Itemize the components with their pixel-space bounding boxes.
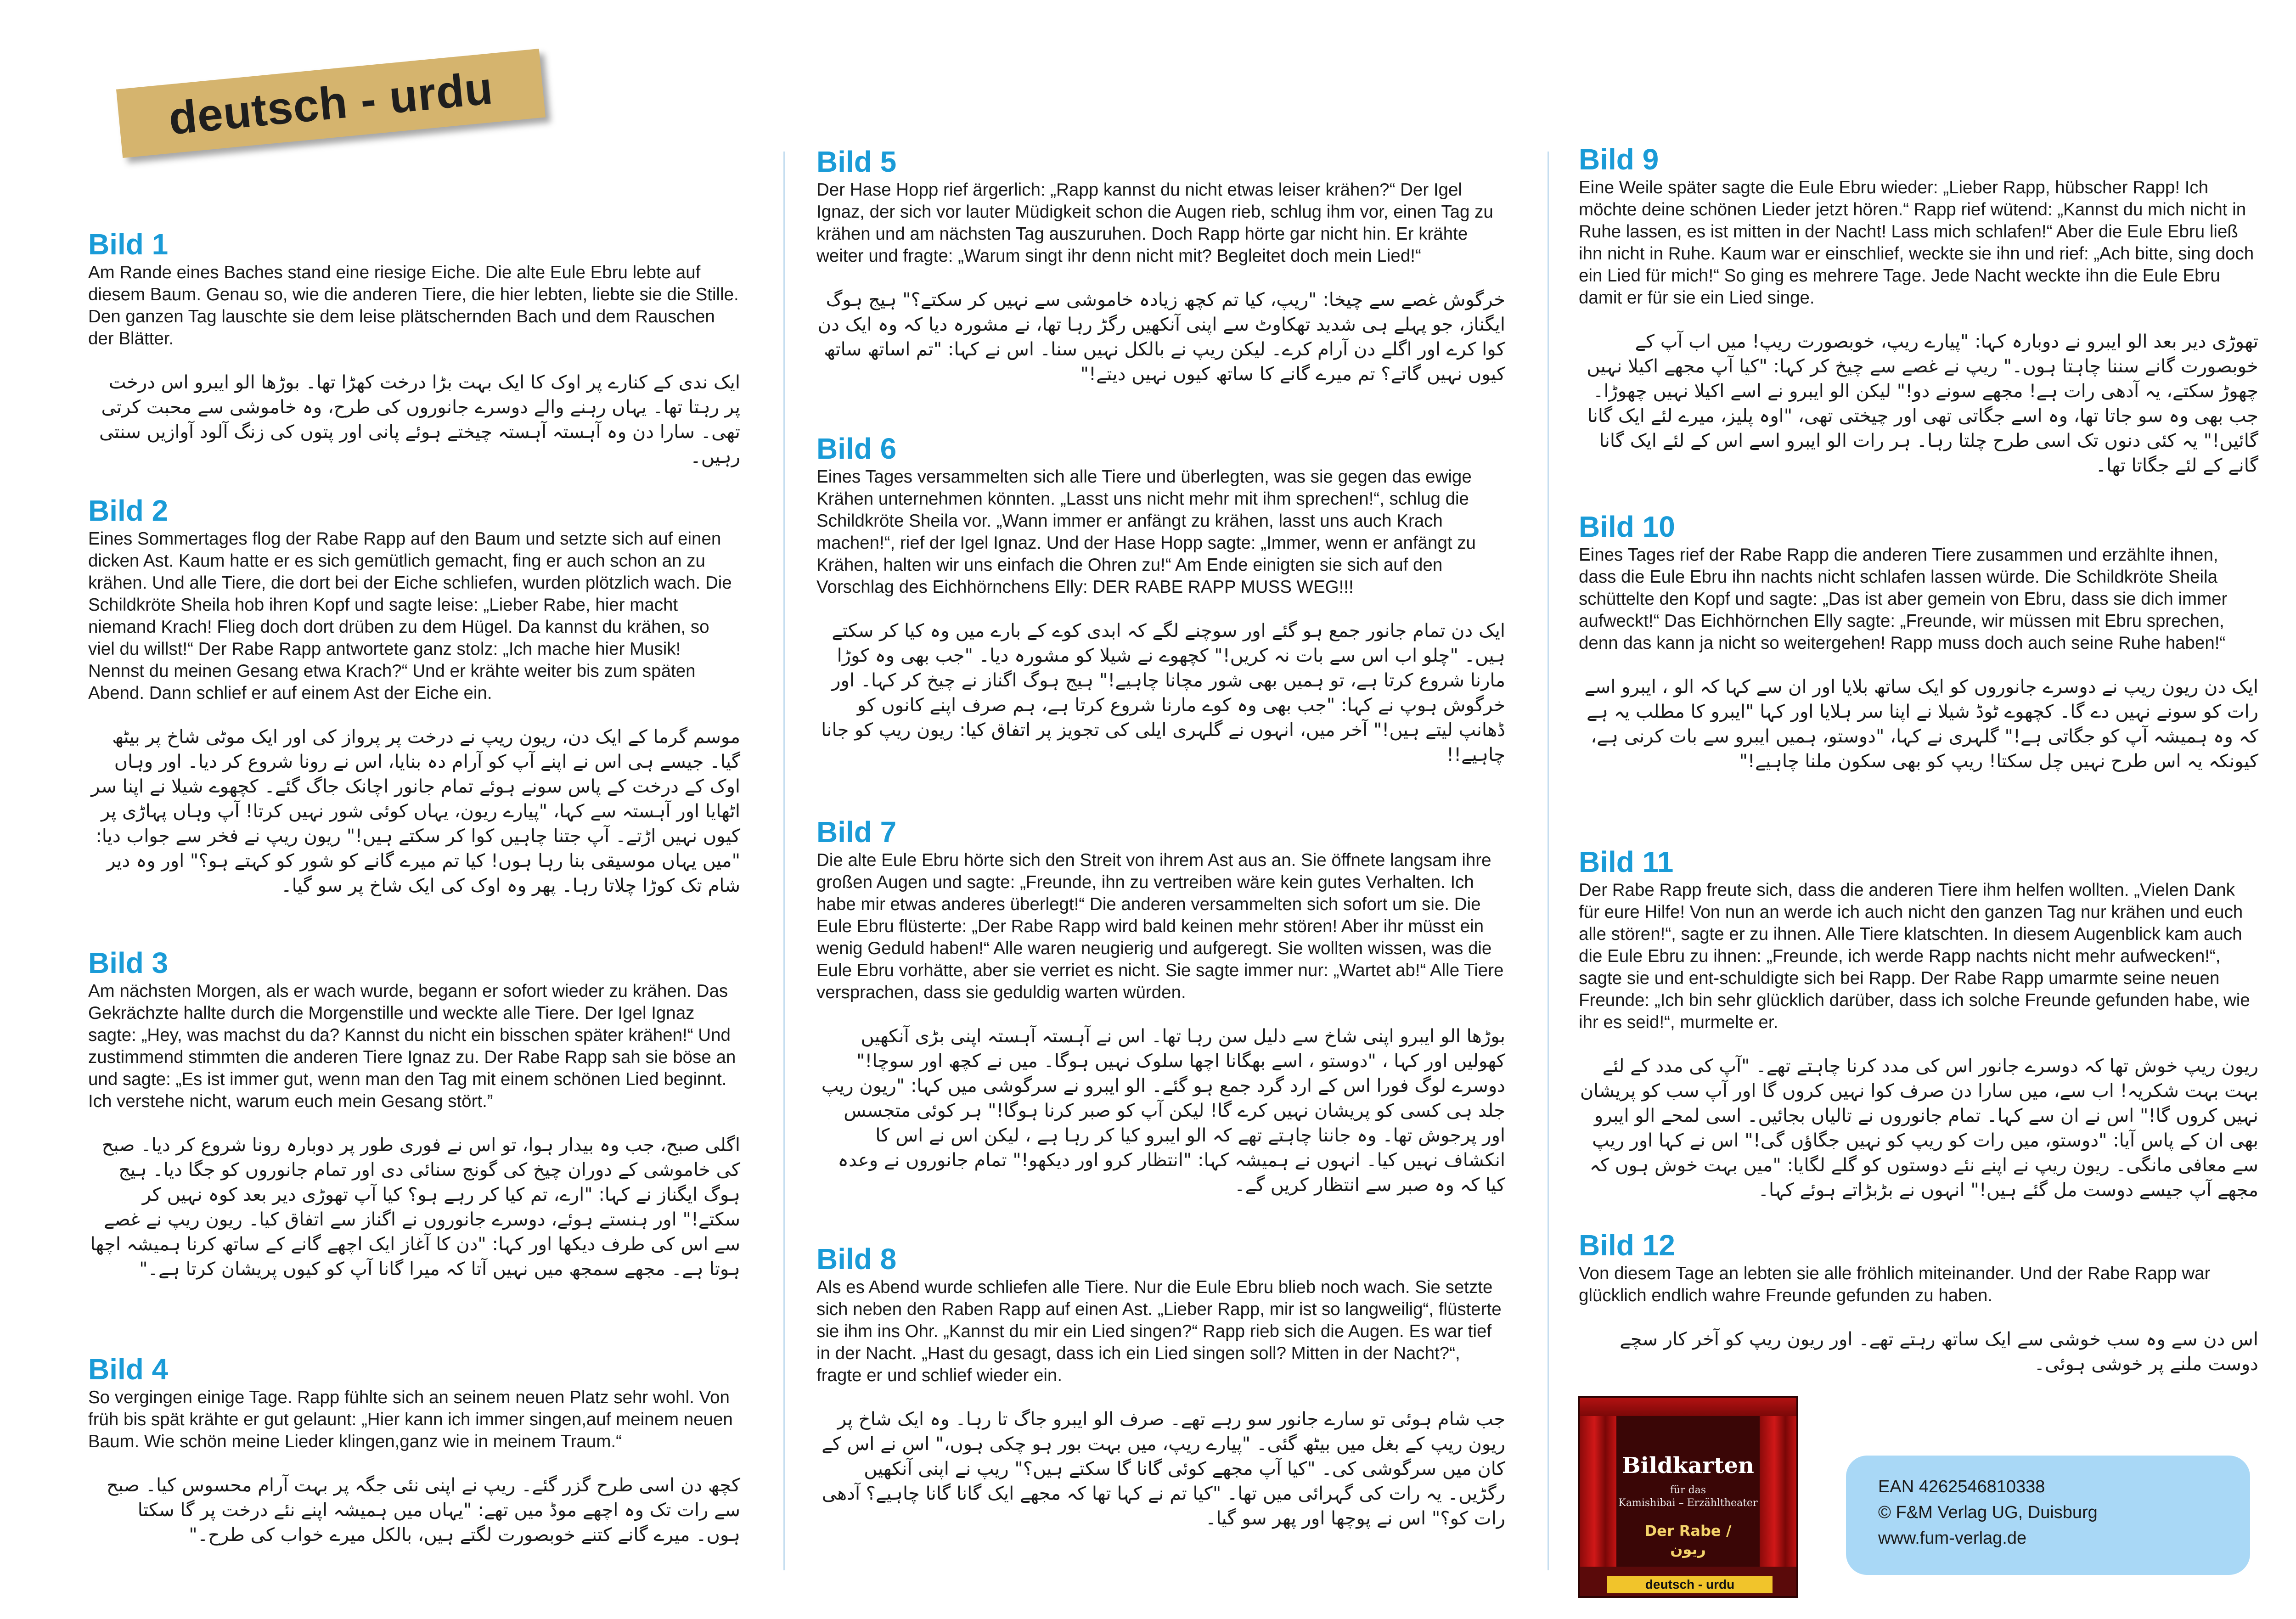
bild-title: Bild 7 bbox=[816, 815, 897, 849]
bild-section bbox=[1579, 512, 2258, 774]
german-text: Der Hase Hopp rief ärgerlich: „Rapp kannst du nicht etwas leiser krähen?“ Der Igel Ignaz, der sich vor lauter Müdigkeit schon die Augen rieb, schlug ihm vor, einen Tag zu krähen und am nächsten Tag auszuruhen. Doch Rapp hörte gar nicht hin. Er krähte weiter und fragte: „Warum singt ihr denn nicht mit? Begleitet doch mein Lied!“ bbox=[816, 180, 1493, 266]
german-text: Eine Weile später sagte die Eule Ebru wieder: „Lieber Rapp, hübscher Rapp! Ich möchte deine schönen Lieder jetzt hören.“ Rapp rief wütend: „Kannst du mich nicht in Ruhe lassen, es ist mitten in der Nacht! Lass mich schlafen!“ Aber die Eule Ebru ließ ihn nicht in Ruhe. Kaum war er einschlief, weckte sie ihn und rief: „Ach bitte, sing doch ein Lied für mich!“ So ging es mehrere Tage. Jede Nacht weckte ihn die Eule Ebru damit er für sie ein Lied singe. bbox=[1579, 178, 2254, 308]
german-text: Eines Tages rief der Rabe Rapp die anderen Tiere zusammen und erzählte ihnen, dass die Eule Ebru ihn nachts nicht schlafen lassen würde. Die Schildkröte Sheila schüttelte den Kopf und sagte: „Das ist aber gemein von Ebru, dass sie dich immer aufweckt!“ Das Eichhörnchen Elly sagte: „Freunde, wir müssen mit Ebru sprechen, denn das kann ja nicht so weitergehen! Rapp muss doch auch seine Ruhe haben!“ bbox=[1579, 545, 2228, 653]
urdu-text: خرگوش غصے سے چیخا: "ریپ، کیا تم کچھ زیادہ خاموشی سے نہیں کر سکتے؟" ہیج ہوگ ایگناز، جو پہلے ہی شدید تھکاوٹ سے اپنی آنکھیں رگڑ رہا تھا، نے مشورہ دیا کہ وہ ایک دن کوا کرے اور اگلے دن آرام کرے۔ لیکن ریپ نے بالکل نہیں سنا۔ اس نے کہا: "تم اساتھ ساتھ کیوں نہیں گاتے؟ تم میرے گانے کا ساتھ کیوں نہیں دیتے!" bbox=[817, 289, 1505, 385]
bild-section bbox=[88, 948, 740, 1282]
ean-text: EAN 4262546810338 bbox=[1878, 1477, 2045, 1496]
urdu-text: کچھ دن اسی طرح گزر گئے۔ ریپ نے اپنی نئی جگہ پر بہت آرام محسوس کیا۔ صبح سے رات تک وہ اچھے موڈ میں تھے: "یہاں میں ہمیشہ اپنے نئے درخت پر گا سکتا ہوں۔ میرے گانے کتنے خوبصورت لگتے ہیں، بالکل میرے خواب کی طرح۔" bbox=[107, 1475, 740, 1546]
column-divider-left bbox=[783, 152, 785, 1570]
bild-section bbox=[816, 817, 1505, 1197]
language-tag bbox=[116, 49, 546, 158]
card-story-de: Der Rabe / bbox=[1644, 1522, 1732, 1540]
urdu-text: ایک ندی کے کنارے پر اوک کا ایک بہت بڑا درخت کھڑا تھا۔ بوڑھا الو ایبرو اس درخت پر رہتا تھا۔ یہاں رہنے والے دوسرے جانوروں کی طرح، وہ خاموشی سے محبت کرتی تھی۔ سارا دن وہ آہستہ آہستہ چیختے ہوئے پانی اور پتوں کی زنگ آلود آوازیں سنتی رہیں۔ bbox=[99, 372, 740, 467]
publisher-text: © F&M Verlag UG, Duisburg bbox=[1878, 1503, 2098, 1522]
bild-title: Bild 6 bbox=[816, 432, 897, 465]
card-story-ur: ریون bbox=[1670, 1540, 1706, 1558]
german-text: Am nächsten Morgen, als er wach wurde, begann er sofort wieder zu krähen. Das Gekrächzte hallte durch die Morgenstille und weckte alle Tiere. Der Igel Ignaz sagte: „Hey, was machst du da? Kannst du nicht ein bisschen später krähen!“ Und zustimmend stimmten die anderen Tiere Ignaz zu. Der Rabe Rapp sah sie böse an und sagte: „Es ist immer gut, wenn man den Tag mit einem schönen Lied beginnt. Ich verstehe nicht, warum euch mein Gesang stört.” bbox=[88, 981, 736, 1111]
german-text: Eines Sommertages flog der Rabe Rapp auf den Baum und setzte sich auf einen dicken Ast. Kaum hatte er es sich gemütlich gemacht, fing er auch schon an zu krähen. Und alle Tiere, die dort bei der Eiche schliefen, wurden plötzlich wach. Die Schildkröte Sheila hob ihren Kopf und sagte leise: „Lieber Rabe, hier macht niemand Krach! Flieg doch dort drüben zu dem Hügel. Da kannst du krähen, so viel du willst!“ Der Rabe Rapp antwortete ganz stolz: „Ich mache hier Musik! Nennst du meinen Gesang etwa Krach?“ Und er krähte weiter bis zum späten Abend. Dann schlief er auf einem Ast der Eiche ein. bbox=[88, 529, 732, 703]
bild-section bbox=[816, 1244, 1505, 1531]
bild-section bbox=[816, 147, 1505, 387]
bild-title: Bild 12 bbox=[1579, 1229, 1675, 1262]
column-divider-right bbox=[1548, 152, 1549, 1570]
urdu-text: اس دن سے وہ سب خوشی سے ایک ساتھ رہتے تھے۔ اور ریون ریپ کو آخر کار سچے دوست ملنے پر خوشی ہوئی۔ bbox=[1620, 1329, 2258, 1375]
urdu-text: جب شام ہوئی تو سارے جانور سو رہے تھے۔ صرف الو ایبرو جاگ تا رہا۔ وہ ایک شاخ پر ریون ریپ کے بغل میں بیٹھ گئی۔ "پیارے ریپ، میں بہت بور ہو چکی ہوں،" اس نے اس کے کان میں سرگوشی کی۔ "کیا آپ مجھے کوئی گانا گا سکتے ہیں؟" ریپ نے اپنی آنکھیں رگڑیں۔ یہ رات کی گہرائی میں تھا۔ "کیا تم نے کہا تھا کہ مجھے ایک گانا گانا چاہیے؟ آدھی رات کو؟" اس نے پوچھا اور پھر سو گیا۔ bbox=[822, 1409, 1505, 1529]
urdu-text: تھوڑی دیر بعد الو ایبرو نے دوبارہ کہا: "پیارے ریپ، خوبصورت ریپ! میں اب آپ کے خوبصورت گانے سننا چاہتا ہوں۔" ریپ نے غصے سے چیخ کر کہا: "کیا آپ مجھے اکیلا نہیں چھوڑ سکتے، یہ آدھی رات ہے! مجھے سونے دو!" لیکن الو ایبرو نے اسے اکیلا نہیں چھوڑا۔ جب بھی وہ سو جاتا تھا، وہ اسے جگاتی تھی اور چیختی تھی، "اوہ پلیز، میرے لئے ایک گانا گائیں!" یہ کئی دنوں تک اسی طرح چلتا رہا۔ ہر رات الو ایبرو اسے اس کے لئے ایک گانا گانے کے لئے جگاتا تھا۔ bbox=[1587, 331, 2258, 476]
urdu-text: ایک دن تمام جانور جمع ہو گئے اور سوچنے لگے کہ ابدی کوے کے بارے میں وہ کیا کر سکتے ہیں۔ "چلو اب اس سے بات نہ کریں!" کچھوے نے شیلا کو مشورہ دیا۔ "جب بھی وہ کوڑا مارنا شروع کرتا ہے، تو ہمیں بھی شور مچانا چاہیے!" ہیج ہوگ اگناز نے چیخ کر کہا۔ اور خرگوش ہوپ نے کہا: "جب بھی وہ کوے مارنا شروع کرتا ہے، ہم صرف اپنے کانوں کو ڈھانپ لیتے ہیں!" آخر میں، انہوں نے گلہری ایلی کی تجویز پر اتفاق کیا: ریون ریپ کو جانا چاہیے!! bbox=[821, 620, 1505, 765]
bild-title: Bild 1 bbox=[88, 228, 169, 261]
bild-title: Bild 4 bbox=[88, 1353, 169, 1386]
german-text: Eines Tages versammelten sich alle Tiere und überlegten, was sie gegen das ewige Krähen unternehmen könnten. „Lasst uns nicht mehr mit ihm sprechen!“, schlug die Schildkröte Sheila vor. „Wann immer er anfängt zu krähen, lasst uns auch Krach machen!“, rief der Igel Ignaz. Und der Hase Hopp sagte: „Immer, wenn er anfängt zu Krähen, halten wir uns einfach die Ohren zu!“ Am Ende einigten sie sich auf den Vorschlag des Eichhörnchens Elly: DER RABE RAPP MUSS WEG!!! bbox=[816, 467, 1476, 597]
bild-section bbox=[88, 1355, 740, 1547]
urdu-text: موسم گرما کے ایک دن، ریون ریپ نے درخت پر پرواز کی اور ایک موٹی شاخ پر بیٹھ گیا۔ جیسے ہی اس نے اپنے آپ کو آرام دہ بنایا، اس نے رونا شروع کر دیا۔ اور وہاں اوک کے درخت کے پاس سونے ہوئے تمام جانور اچانک جاگ گئے۔ کچھوے شیلا نے اپنا سر اٹھایا اور آہستہ سے کہا، "پیارے ریون، یہاں کوئی شور نہیں کرتا! آپ وہاں پہاڑی پر کیوں نہیں اڑتے۔ آپ جتنا چاہیں کوا کر سکتے ہیں!" ریون ریپ نے فخر سے جواب دیا: "میں یہاں موسیقی بنا رہا ہوں! کیا تم میرے گانے کو شور کو کہتے ہو؟" اور وہ دیر شام تک کوڑا چلاتا رہا۔ پھر وہ اوک کی ایک شاخ پر سو گیا۔ bbox=[91, 726, 740, 896]
urdu-text: اگلی صبح، جب وہ بیدار ہوا، تو اس نے فوری طور پر دوبارہ رونا شروع کر دیا۔ صبح کی خاموشی کے دوران چیخ کی گونج سنائی دی اور تمام جانوروں کو جگا دیا۔ ہیج ہوگ ایگناز نے کہا: "ارے، تم کیا کر رہے ہو؟ کیا آپ تھوڑی دیر بعد کوہ نہیں کر سکتے!" اور ہنستے ہوئے، دوسرے جانوروں نے اگناز سے اتفاق کیا۔ ریون ریپ نے غصے سے اس کی طرف دیکھا اور کہا: "دن کا آغاز ایک اچھے گانے کے ساتھ کرنا ہمیشہ اچھا ہوتا ہے۔ مجھے سمجھ میں نہیں آتا کہ میرا گانا آپ کو کیوں پریشان کرتا ہے۔" bbox=[90, 1135, 740, 1280]
website-link[interactable]: www.fum-verlag.de bbox=[1878, 1529, 2027, 1548]
bild-title: Bild 2 bbox=[88, 494, 169, 527]
german-text: Am Rande eines Baches stand eine riesige Eiche. Die alte Eule Ebru lebte auf diesem Baum. Genau so, wie die anderen Tiere, die hier lebten, liebte sie die Stille. Den ganzen Tag lauschte sie dem leise plätschernden Bach und dem Rauschen der Blätter. bbox=[88, 263, 739, 349]
urdu-text: ریون ریپ خوش تھا کہ دوسرے جانور اس کی مدد کرنا چاہتے تھے۔ "آپ کی مدد کے لئے بہت بہت شکریہ! اب سے، میں سارا دن صرف کوا نہیں کروں گا اور آپ سب کو پریشان نہیں کروں گا!" اس نے ان سے کہا۔ تمام جانوروں نے تالیاں بجائیں۔ اسی لمحے الو ایبرو بھی ان کے پاس آیا: "دوستو، میں رات کو ریپ کو نہیں جگاؤں گی!" اس نے کہا اور ریپ سے معافی مانگی۔ ریون ریپ نے اپنے نئے دوستوں کو گلے لگایا: "میں بہت خوش ہوں کہ مجھے آپ جیسے دوست مل گئے ہیں!" انہوں نے بڑبڑاتے ہوئے کہا۔ bbox=[1580, 1056, 2258, 1201]
bild-section bbox=[88, 496, 740, 898]
card-subtitle bbox=[1580, 1484, 1796, 1510]
bild-title: Bild 10 bbox=[1579, 510, 1675, 543]
urdu-text: ایک دن ریون ریپ نے دوسرے جانوروں کو ایک ساتھ بلایا اور ان سے کہا کہ الو ، ایبرو اسے رات کو سونے نہیں دے گا۔ کچھوے ٹوڈ شیلا نے اپنا سر ہلایا اور کہا "ایبرو کا مطلب یہ ہے کہ وہ ہمیشہ آپ کو جگاتی ہے!" گلہری نے کہا، "دوستو، ہمیں ایبرو سے بات کرنی ہے، کیونکہ یہ اس طرح نہیں چل سکتا! ریپ کو بھی سکون ملنا چاہیے!" bbox=[1584, 676, 2258, 772]
urdu-text: بوڑھا الو ایبرو اپنی شاخ سے دلیل سن رہا تھا۔ اس نے آہستہ آہستہ اپنی بڑی آنکھیں کھولیں اور کہا ، "دوستو ، اسے بھگانا اچھا سلوک نہیں ہوگا۔ میں نے کچھ اور سوچا!" دوسرے لوگ فورا اس کے ارد گرد جمع ہو گئے۔ الو ایبرو نے سرگوشی میں کہا: "ریون ریپ جلد ہی کسی کو پریشان نہیں کرے گا! لیکن آپ کو صبر کرنا ہوگا!" ہر کوئی متجسس اور پرجوش تھا۔ وہ جاننا چاہتے تھے کہ الو ایبرو کیا کر رہا ہے ، لیکن اس نے اس کا انکشاف نہیں کیا۔ انہوں نے ہمیشہ کہا: "انتظار کرو اور دیکھو!" تمام جانوروں نے وعدہ کیا کہ وہ صبر سے انتظار کریں گے۔ bbox=[821, 1026, 1505, 1196]
bild-title: Bild 8 bbox=[816, 1242, 897, 1276]
german-text: Als es Abend wurde schliefen alle Tiere. Nur die Eule Ebru blieb noch wach. Sie setzte sich neben den Raben Rapp auf einen Ast. „Lieber Rapp, mir ist so langweilig“, flüsterte sie ihm ins Ohr. „Kannst du mir ein Lied singen?“ Rapp rieb sich die Augen. Es war tief in der Nacht. „Hast du gesagt, dass ich ein Lied singen soll? Mitten in der Nacht?“, fragte er und schlief wieder ein. bbox=[816, 1277, 1502, 1385]
curtain-valance bbox=[1580, 1398, 1796, 1416]
bild-title: Bild 5 bbox=[816, 145, 897, 178]
bild-section bbox=[1579, 1231, 2258, 1377]
card-language-band: deutsch - urdu bbox=[1607, 1576, 1773, 1593]
publisher-info-box bbox=[1846, 1456, 2250, 1575]
bild-title: Bild 9 bbox=[1579, 143, 1659, 176]
card-story-title bbox=[1580, 1522, 1796, 1558]
bild-section bbox=[88, 230, 740, 469]
bild-section bbox=[1579, 145, 2258, 478]
card-subtitle-line2: Kamishibai – Erzähltheater bbox=[1618, 1497, 1758, 1509]
bild-title: Bild 11 bbox=[1579, 845, 1674, 878]
german-text: So vergingen einige Tage. Rapp fühlte sich an seinem neuen Platz sehr wohl. Von früh bis spät krähte er gut gelaunt: „Hier kann ich immer singen,auf meinem neuen Baum. Wie schön meine Lieder klingen,ganz wie in meinem Traum.“ bbox=[88, 1388, 733, 1451]
card-title: Bildkarten bbox=[1622, 1453, 1754, 1478]
card-subtitle-line1: für das bbox=[1670, 1484, 1706, 1496]
german-text: Der Rabe Rapp freute sich, dass die anderen Tiere ihm helfen wollten. „Vielen Dank für eure Hilfe! Von nun an werde ich auch nicht den ganzen Tag nur krähen und euch alle stören!“, sagte er zu ihnen. Alle Tiere klatschten. In diesem Augenblick kam auch die Eule Ebru zu ihnen: „Freunde, ich werde Rapp nachts nicht mehr aufwecken!“, sagte sie und ent-schuldigte sich bei Rapp. Der Rabe Rapp umarmte seine neuen Freunde: „Ich bin sehr glücklich darüber, dass ich solche Freunde gefunden habe, wie ihr es seid!“, murmelte er. bbox=[1579, 880, 2250, 1032]
bild-title: Bild 3 bbox=[88, 946, 169, 979]
language-tag-text: deutsch - urdu bbox=[166, 62, 495, 145]
german-text: Die alte Eule Ebru hörte sich den Streit von ihrem Ast aus an. Sie öffnete langsam ihre großen Augen und sagte: „Freunde, ihn zu vertreiben wäre kein gutes Verhalten. Ich habe mir etwas anderes überlegt!“ Die anderen versammelten sich sofort um sie. Die Eule Ebru flüsterte: „Der Rabe Rapp wird bald keinen mehr stören! Aber ihr müsst ein wenig Geduld haben!“ Alle waren neugierig und aufgeregt. Sie wollten wissen, was die Eule Ebru vorhätte, aber sie verriet es nicht. Sie sagte immer nur: „Wartet ab!“ Alle Tiere versprachen, dass sie geduldig warten würden. bbox=[816, 850, 1504, 1002]
bild-section bbox=[816, 434, 1505, 767]
cover-card bbox=[1578, 1396, 1798, 1598]
bild-section bbox=[1579, 847, 2258, 1203]
german-text: Von diesem Tage an lebten sie alle fröhlich miteinander. Und der Rabe Rapp war glücklich endlich wahre Freunde gefunden zu haben. bbox=[1579, 1264, 2211, 1305]
